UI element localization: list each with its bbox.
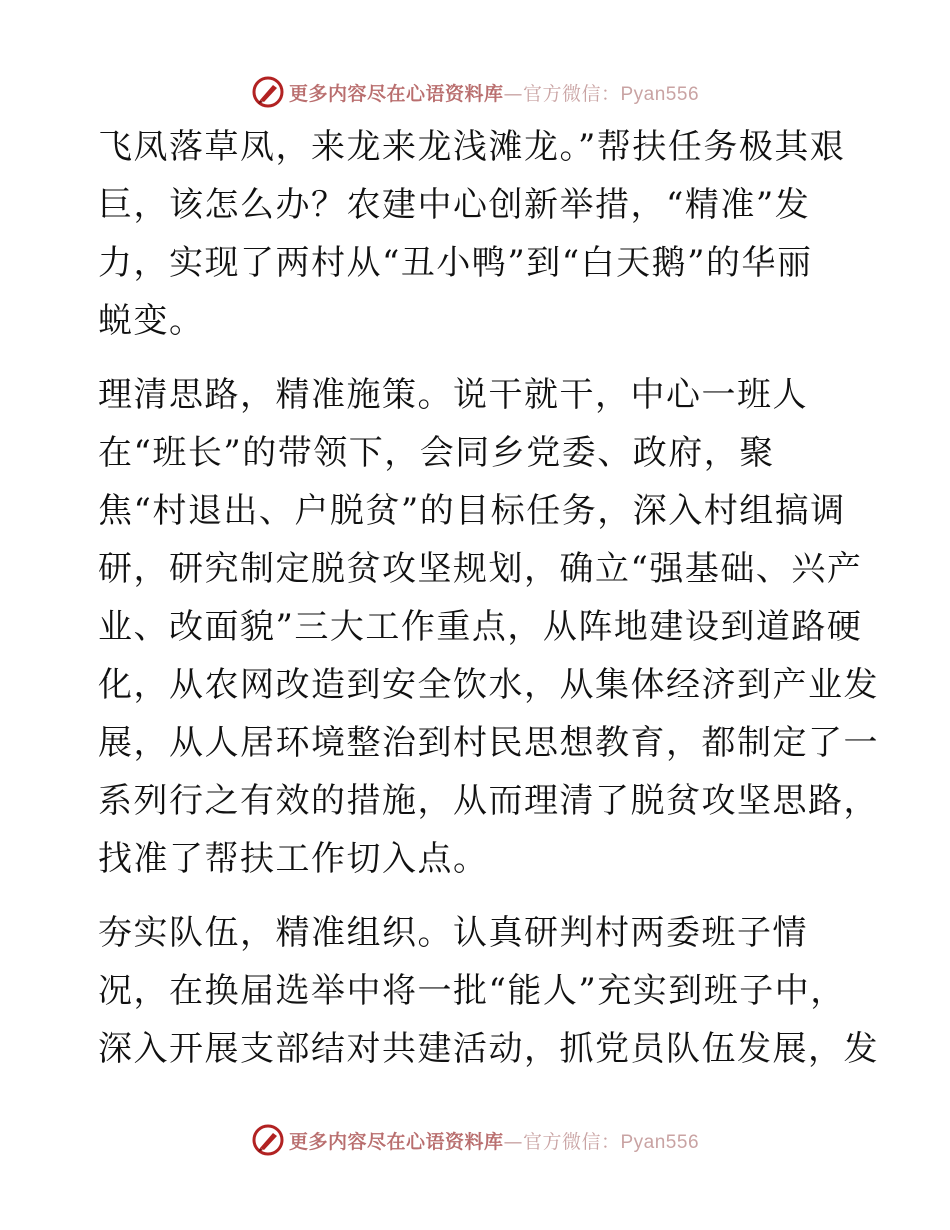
header-watermark [0,72,950,112]
watermark-code: Pyan556 [620,83,700,105]
text-line: 力，实现了两村从“丑小鸭”到“白天鹅”的华丽 [98,243,813,283]
text-line: 理清思路，精准施策。说干就干，中心一班人 [98,375,808,415]
text-line: 夯实队伍，精准组织。认真研判村两委班子情 [98,913,808,953]
pen-logo-icon [251,1123,285,1157]
text-line: 化，从农网改造到安全饮水，从集体经济到产业发 [98,665,879,705]
watermark-code: Pyan556 [620,1131,700,1153]
paragraph-gap [98,888,858,904]
text-line: 研，研究制定脱贫攻坚规划，确立“强基础、兴产 [98,549,863,589]
watermark-brand: 更多内容尽在心语资料库 [288,82,504,105]
paragraph-gap [98,350,858,366]
paragraph-3 [98,904,879,1078]
text-line: 巨，该怎么办？农建中心创新举措，“精准”发 [98,185,811,225]
text-line: 展，从人居环境整治到村民思想教育，都制定了一 [98,723,879,763]
text-line: 找准了帮扶工作切入点。 [98,839,489,879]
text-line: 况，在换届选举中将一批“能人”充实到班子中， [98,971,846,1011]
paragraph-2 [98,366,879,888]
footer-watermark [0,1120,950,1160]
watermark-suffix: 官方微信： [522,1130,621,1153]
document-body [98,118,879,1078]
text-line: 系列行之有效的措施，从而理清了脱贫攻坚思路， [98,781,879,821]
pen-logo-icon [251,75,285,109]
watermark-suffix: 官方微信： [522,82,621,105]
text-line: 在“班长”的带领下，会同乡党委、政府，聚 [98,433,775,473]
paragraph-1 [98,118,858,350]
text-line: 业、改面貌”三大工作重点，从阵地建设到道路硬 [98,607,863,647]
text-line: 蜕变。 [98,301,205,341]
watermark-separator: — [503,1130,523,1153]
text-line: 深入开展支部结对共建活动，抓党员队伍发展，发 [98,1029,879,1069]
text-line: 焦“村退出、户脱贫”的目标任务，深入村组搞调 [98,491,846,531]
text-line: 飞凤落草凤，来龙来龙浅滩龙。”帮扶任务极其艰 [98,127,846,167]
watermark-brand: 更多内容尽在心语资料库 [288,1130,504,1153]
watermark-separator: — [503,82,523,105]
